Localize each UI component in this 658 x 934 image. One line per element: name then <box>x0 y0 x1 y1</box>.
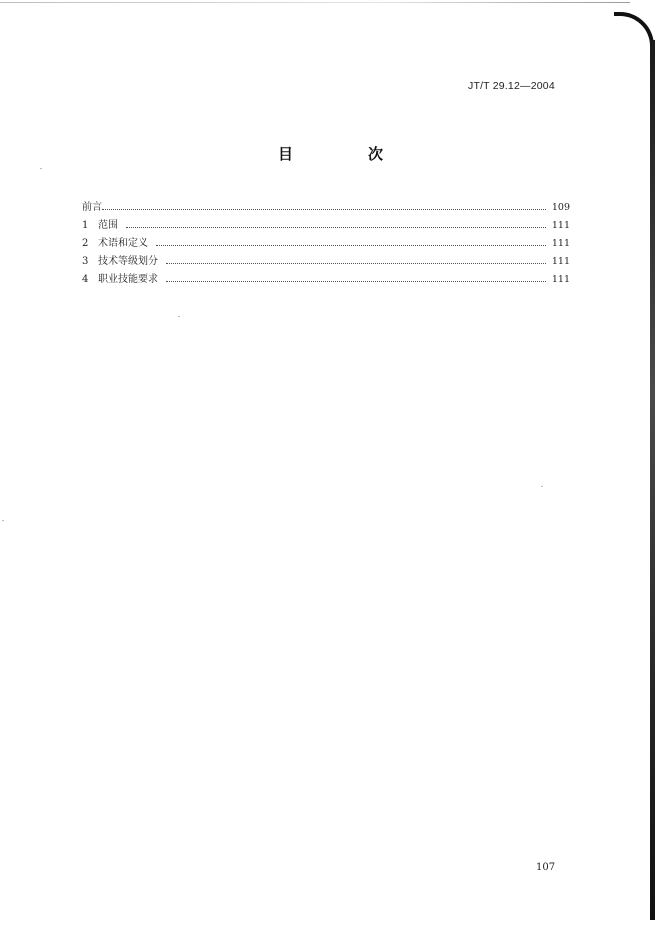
scan-top-edge <box>0 2 630 3</box>
toc-entry-label: 技术等级划分 <box>98 256 158 267</box>
page-number: 107 <box>536 862 556 873</box>
dot-leader <box>166 262 546 264</box>
toc-entry-label: 范围 <box>98 220 118 231</box>
toc-entry-page: 111 <box>551 256 570 267</box>
scan-speck <box>541 486 543 487</box>
dot-leader <box>126 226 546 228</box>
page-title: 目 次 <box>278 145 414 163</box>
toc-entry-number: 1 <box>82 220 89 231</box>
table-of-contents <box>82 198 570 288</box>
dot-leader <box>156 244 546 246</box>
dot-leader <box>166 280 546 282</box>
toc-entry-requirements[interactable] <box>82 270 570 288</box>
toc-entry-page: 111 <box>551 274 570 285</box>
toc-entry-terms[interactable] <box>82 234 570 252</box>
toc-entry-page: 111 <box>551 220 570 231</box>
toc-entry-grades[interactable] <box>82 252 570 270</box>
toc-entry-foreword[interactable] <box>82 198 570 216</box>
standard-code: JT/T 29.12—2004 <box>468 80 555 92</box>
toc-entry-page: 109 <box>551 202 570 213</box>
toc-entry-scope[interactable] <box>82 216 570 234</box>
toc-entry-number: 2 <box>82 238 89 249</box>
toc-entry-page: 111 <box>551 238 570 249</box>
toc-entry-label: 职业技能要求 <box>98 274 158 285</box>
scan-speck <box>2 520 4 521</box>
toc-entry-number: 4 <box>82 274 89 285</box>
toc-entry-label: 术语和定义 <box>98 238 148 249</box>
dot-leader <box>102 208 546 210</box>
toc-entry-label: 前言 <box>82 202 102 213</box>
scan-speck <box>178 316 180 317</box>
toc-entry-number: 3 <box>82 256 89 267</box>
scan-speck <box>40 168 42 169</box>
scan-right-edge <box>634 0 658 934</box>
